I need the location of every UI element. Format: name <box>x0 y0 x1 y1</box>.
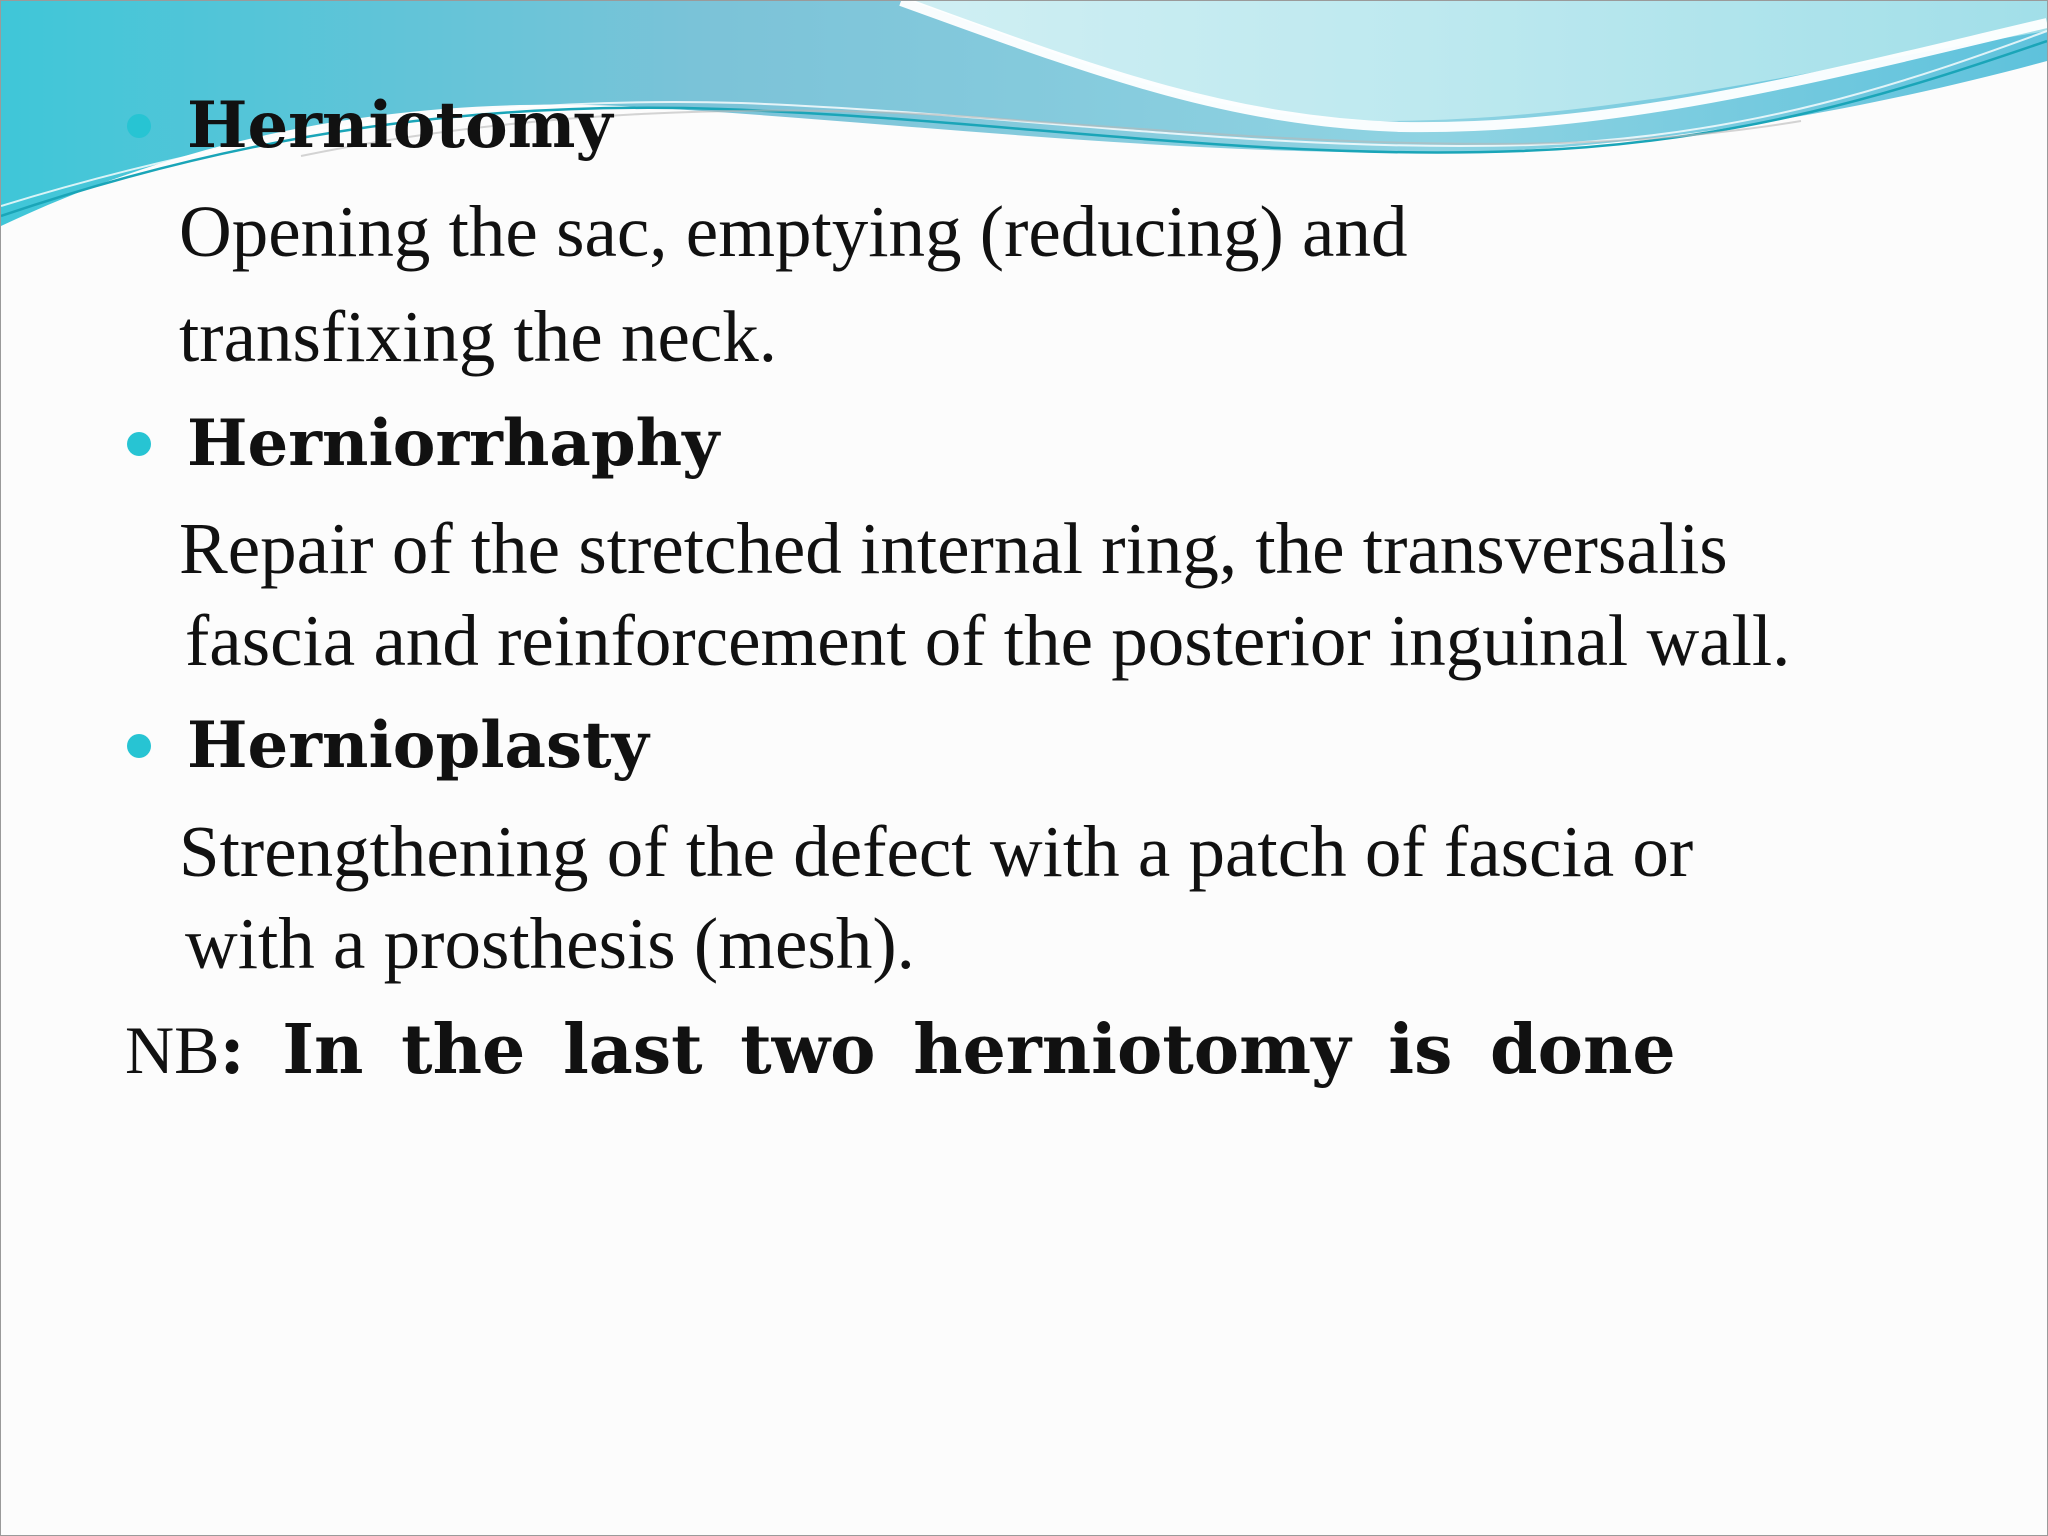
note-text: : In the last two herniotomy is done <box>219 1010 1676 1090</box>
bullet-item-hernioplasty <box>127 701 649 791</box>
slide-content <box>1 1 2047 1535</box>
item-description-line: Repair of the stretched internal ring, the transversalis <box>179 508 1728 589</box>
item-description-line: Opening the sac, emptying (reducing) and <box>179 191 1408 272</box>
item-heading: Hernioplasty <box>187 708 649 783</box>
item-description-line: Strengthening of the defect with a patch of fascia or <box>179 811 1694 892</box>
item-description-line: with a prosthesis (mesh). <box>185 903 915 984</box>
bullet-item-herniorrhaphy <box>127 399 719 489</box>
bullet-dot-icon <box>127 734 151 758</box>
bullet-dot-icon <box>127 114 151 138</box>
bullet-dot-icon <box>127 432 151 456</box>
item-heading: Herniorrhaphy <box>187 406 720 481</box>
item-heading: Herniotomy <box>187 88 613 163</box>
item-description-line: transfixing the neck. <box>179 296 778 377</box>
note-label: NB <box>125 1012 220 1088</box>
item-description-line: fascia and reinforcement of the posterior inguinal wall. <box>185 600 1791 681</box>
bullet-item-herniotomy <box>127 81 613 171</box>
note-line <box>125 1004 1676 1096</box>
